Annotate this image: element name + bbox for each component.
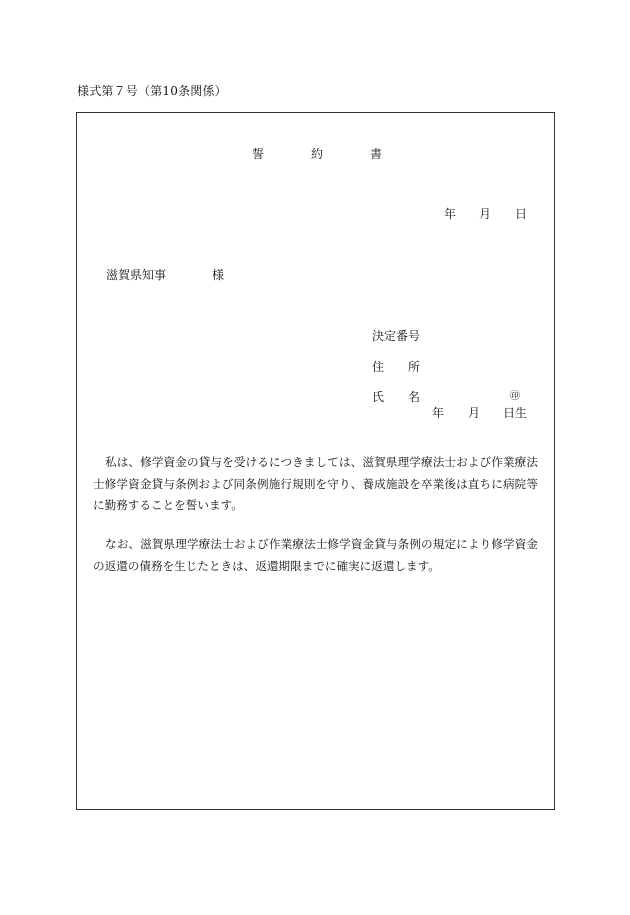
name-label-char-2: 名 xyxy=(408,390,421,404)
birth-year: 年 xyxy=(432,406,445,420)
seal-mark: ㊞ xyxy=(510,391,520,402)
date-year: 年 xyxy=(444,207,457,221)
addressee-honorific: 様 xyxy=(212,268,225,282)
name-label-char-1: 氏 xyxy=(372,390,385,404)
address-label-char-2: 所 xyxy=(408,360,421,374)
title-char-1: 誓 xyxy=(252,147,265,161)
decision-number-label: 決定番号 xyxy=(372,329,421,343)
pledge-paragraph-2: なお、滋賀県理学療法士および作業療法士修学資金貸与条例の規定により修学資金の返還の債務を生じたときは、返還期限までに確実に返還します。 xyxy=(93,537,538,573)
form-number-label: 様式第７号（第10条関係） xyxy=(77,84,227,98)
birth-month: 月 xyxy=(468,406,481,420)
title-char-3: 書 xyxy=(370,147,383,161)
pledge-paragraph-1: 私は、修学資金の貸与を受けるにつきましては、滋賀県理学療法士および作業療法士修学資金貸与条例および同条例施行規則を守り、養成施設を卒業後は直ちに病院等に勤務することを誓います。 xyxy=(93,455,538,512)
date-month: 月 xyxy=(479,207,492,221)
birth-day: 日生 xyxy=(503,406,528,420)
address-label-char-1: 住 xyxy=(372,360,385,374)
date-day: 日 xyxy=(515,207,528,221)
title-char-2: 約 xyxy=(311,147,324,161)
addressee-name: 滋賀県知事 xyxy=(106,268,167,282)
